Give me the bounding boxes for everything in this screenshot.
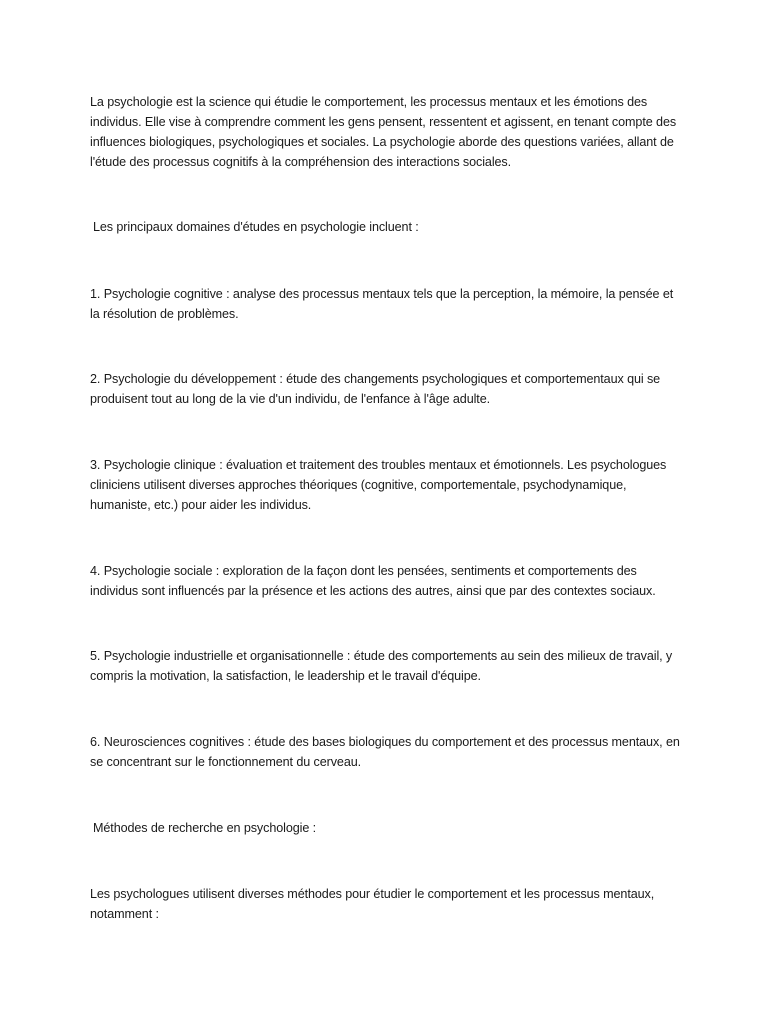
domain-item-industrial: 5. Psychologie industrielle et organisationnelle : étude des comportements au sein des milieux de travail, y compris la motivation, la satisfaction, le leadership et le travail d'équipe. — [90, 649, 673, 683]
methods-heading: Méthodes de recherche en psychologie : — [93, 821, 317, 835]
domain-item-clinical: 3. Psychologie clinique : évaluation et traitement des troubles mentaux et émotionnels. Les psychologues cliniciens utilisent diverses approches théoriques (cognitive, comportementale, psychodynamique, humaniste, etc.) pour aider les individus. — [90, 458, 667, 512]
domain-item-cognitive: 1. Psychologie cognitive : analyse des processus mentaux tels que la perception, la mémoire, la pensée et la résolution de problèmes. — [90, 287, 674, 321]
intro-paragraph: La psychologie est la science qui étudie le comportement, les processus mentaux et les émotions des individus. Elle vise à comprendre comment les gens pensent, ressentent et agissent, en tenant compte des influences biologiques, psychologiques et sociales. La psychologie aborde des questions variées, allant de l'étude des processus cognitifs à la compréhension des interactions sociales. — [90, 95, 677, 169]
domain-item-development: 2. Psychologie du développement : étude des changements psychologiques et comportementaux qui se produisent tout au long de la vie d'un individu, de l'enfance à l'âge adulte. — [90, 372, 661, 406]
domain-item-social: 4. Psychologie sociale : exploration de la façon dont les pensées, sentiments et comportements des individus sont influencés par la présence et les actions des autres, ainsi que par des contextes sociaux. — [90, 564, 656, 598]
methods-intro-paragraph: Les psychologues utilisent diverses méthodes pour étudier le comportement et les processus mentaux, notamment : — [90, 887, 655, 921]
domains-heading: Les principaux domaines d'études en psychologie incluent : — [93, 220, 419, 234]
domain-item-neuroscience: 6. Neurosciences cognitives : étude des bases biologiques du comportement et des processus mentaux, en se concentrant sur le fonctionnement du cerveau. — [90, 735, 680, 769]
